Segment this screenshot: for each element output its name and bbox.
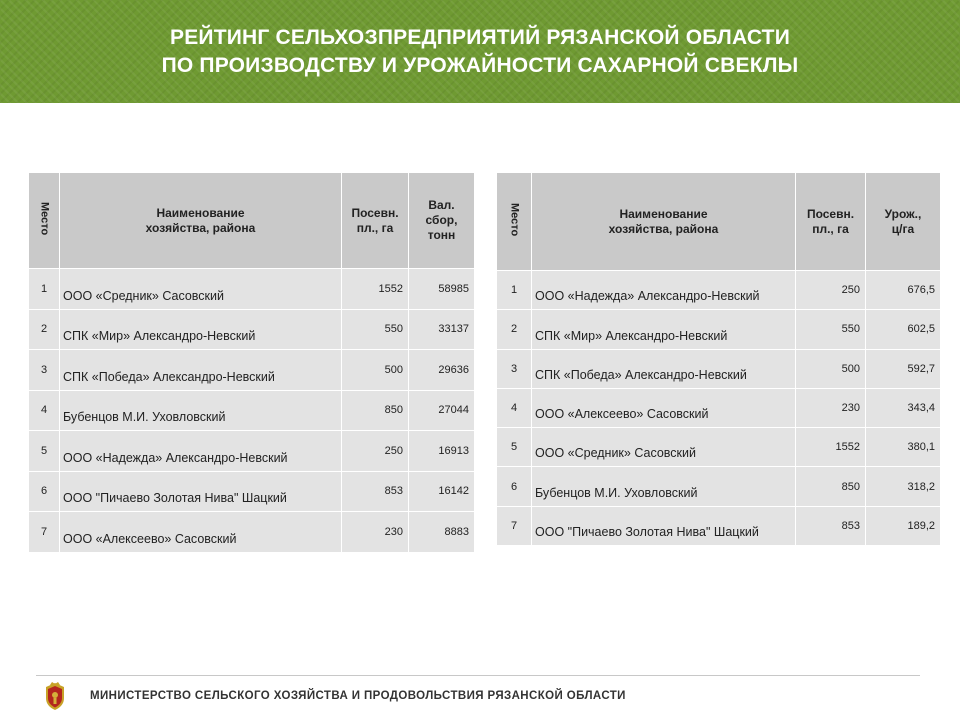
- farm-name-cell: ООО "Пичаево Золотая Нива" Шацкий: [60, 471, 342, 512]
- value-cell: 33137: [409, 309, 475, 350]
- area-cell: 550: [342, 309, 409, 350]
- table-header-row: [497, 173, 941, 271]
- farm-name-cell: СПК «Мир» Александро-Невский: [60, 309, 342, 350]
- farm-name-cell: ООО «Средник» Сасовский: [60, 269, 342, 310]
- table-row: [29, 471, 475, 512]
- table-row: [29, 390, 475, 431]
- rank-cell: 5: [29, 431, 60, 472]
- table-row: [497, 271, 941, 310]
- table-row: [497, 310, 941, 349]
- table-row: [29, 431, 475, 472]
- table-header-row: [29, 173, 475, 269]
- farm-name-cell: СПК «Мир» Александро-Невский: [532, 310, 796, 349]
- column-header-harvest: Вал. сбор, тонн: [409, 173, 475, 269]
- farm-name-cell: Бубенцов М.И. Уховловский: [532, 467, 796, 506]
- rank-cell: 7: [29, 512, 60, 553]
- table-body: [497, 271, 941, 546]
- area-cell: 250: [342, 431, 409, 472]
- table-row: [497, 349, 941, 388]
- value-cell: 29636: [409, 350, 475, 391]
- table-body: [29, 269, 475, 553]
- farm-name-cell: ООО "Пичаево Золотая Нива" Шацкий: [532, 506, 796, 545]
- ministry-name: МИНИСТЕРСТВО СЕЛЬСКОГО ХОЗЯЙСТВА И ПРОДОВОЛЬСТВИЯ РЯЗАНСКОЙ ОБЛАСТИ: [90, 690, 626, 702]
- area-cell: 850: [796, 467, 866, 506]
- rank-cell: 4: [497, 388, 532, 427]
- farm-name-cell: СПК «Победа» Александро-Невский: [532, 349, 796, 388]
- farm-name-cell: ООО «Надежда» Александро-Невский: [532, 271, 796, 310]
- rank-cell: 1: [29, 269, 60, 310]
- area-cell: 550: [796, 310, 866, 349]
- rank-cell: 3: [29, 350, 60, 391]
- column-header-rank: Место: [497, 173, 532, 271]
- table-row: [497, 428, 941, 467]
- column-header-rank: Место: [29, 173, 60, 269]
- page-title-line-1: РЕЙТИНГ СЕЛЬХОЗПРЕДПРИЯТИЙ РЯЗАНСКОЙ ОБЛАСТИ: [170, 25, 790, 49]
- value-cell: 27044: [409, 390, 475, 431]
- area-cell: 850: [342, 390, 409, 431]
- table-row: [497, 467, 941, 506]
- footer: [42, 681, 626, 711]
- value-cell: 592,7: [866, 349, 941, 388]
- area-cell: 853: [342, 471, 409, 512]
- rank-cell: 7: [497, 506, 532, 545]
- value-cell: 380,1: [866, 428, 941, 467]
- value-cell: 343,4: [866, 388, 941, 427]
- rank-cell: 6: [29, 471, 60, 512]
- rank-cell: 2: [29, 309, 60, 350]
- value-cell: 318,2: [866, 467, 941, 506]
- column-header-name: Наименование хозяйства, района: [532, 173, 796, 271]
- production-rating-table: [28, 172, 475, 553]
- area-cell: 230: [342, 512, 409, 553]
- rank-cell: 3: [497, 349, 532, 388]
- area-cell: 500: [342, 350, 409, 391]
- value-cell: 16913: [409, 431, 475, 472]
- page-title-line-2: ПО ПРОИЗВОДСТВУ И УРОЖАЙНОСТИ САХАРНОЙ СВЕКЛЫ: [161, 53, 799, 77]
- table-row: [497, 388, 941, 427]
- area-cell: 230: [796, 388, 866, 427]
- farm-name-cell: ООО «Средник» Сасовский: [532, 428, 796, 467]
- yield-rating-table: [496, 172, 941, 546]
- column-header-yield: Урож., ц/га: [866, 173, 941, 271]
- value-cell: 8883: [409, 512, 475, 553]
- farm-name-cell: ООО «Надежда» Александро-Невский: [60, 431, 342, 472]
- area-cell: 1552: [796, 428, 866, 467]
- farm-name-cell: СПК «Победа» Александро-Невский: [60, 350, 342, 391]
- value-cell: 58985: [409, 269, 475, 310]
- value-cell: 602,5: [866, 310, 941, 349]
- coat-of-arms-icon: [42, 681, 68, 711]
- table-row: [29, 512, 475, 553]
- rank-cell: 1: [497, 271, 532, 310]
- rank-cell: 2: [497, 310, 532, 349]
- area-cell: 853: [796, 506, 866, 545]
- value-cell: 16142: [409, 471, 475, 512]
- farm-name-cell: ООО «Алексеево» Сасовский: [532, 388, 796, 427]
- table-row: [29, 269, 475, 310]
- table-row: [29, 350, 475, 391]
- table-row: [29, 309, 475, 350]
- farm-name-cell: ООО «Алексеево» Сасовский: [60, 512, 342, 553]
- column-header-area: Посевн. пл., га: [342, 173, 409, 269]
- farm-name-cell: Бубенцов М.И. Уховловский: [60, 390, 342, 431]
- rank-cell: 5: [497, 428, 532, 467]
- rank-cell: 4: [29, 390, 60, 431]
- area-cell: 1552: [342, 269, 409, 310]
- area-cell: 250: [796, 271, 866, 310]
- footer-divider: [36, 675, 920, 676]
- column-header-name: Наименование хозяйства, района: [60, 173, 342, 269]
- table-row: [497, 506, 941, 545]
- column-header-area: Посевн. пл., га: [796, 173, 866, 271]
- area-cell: 500: [796, 349, 866, 388]
- header-banner: [0, 0, 960, 103]
- value-cell: 189,2: [866, 506, 941, 545]
- value-cell: 676,5: [866, 271, 941, 310]
- rank-cell: 6: [497, 467, 532, 506]
